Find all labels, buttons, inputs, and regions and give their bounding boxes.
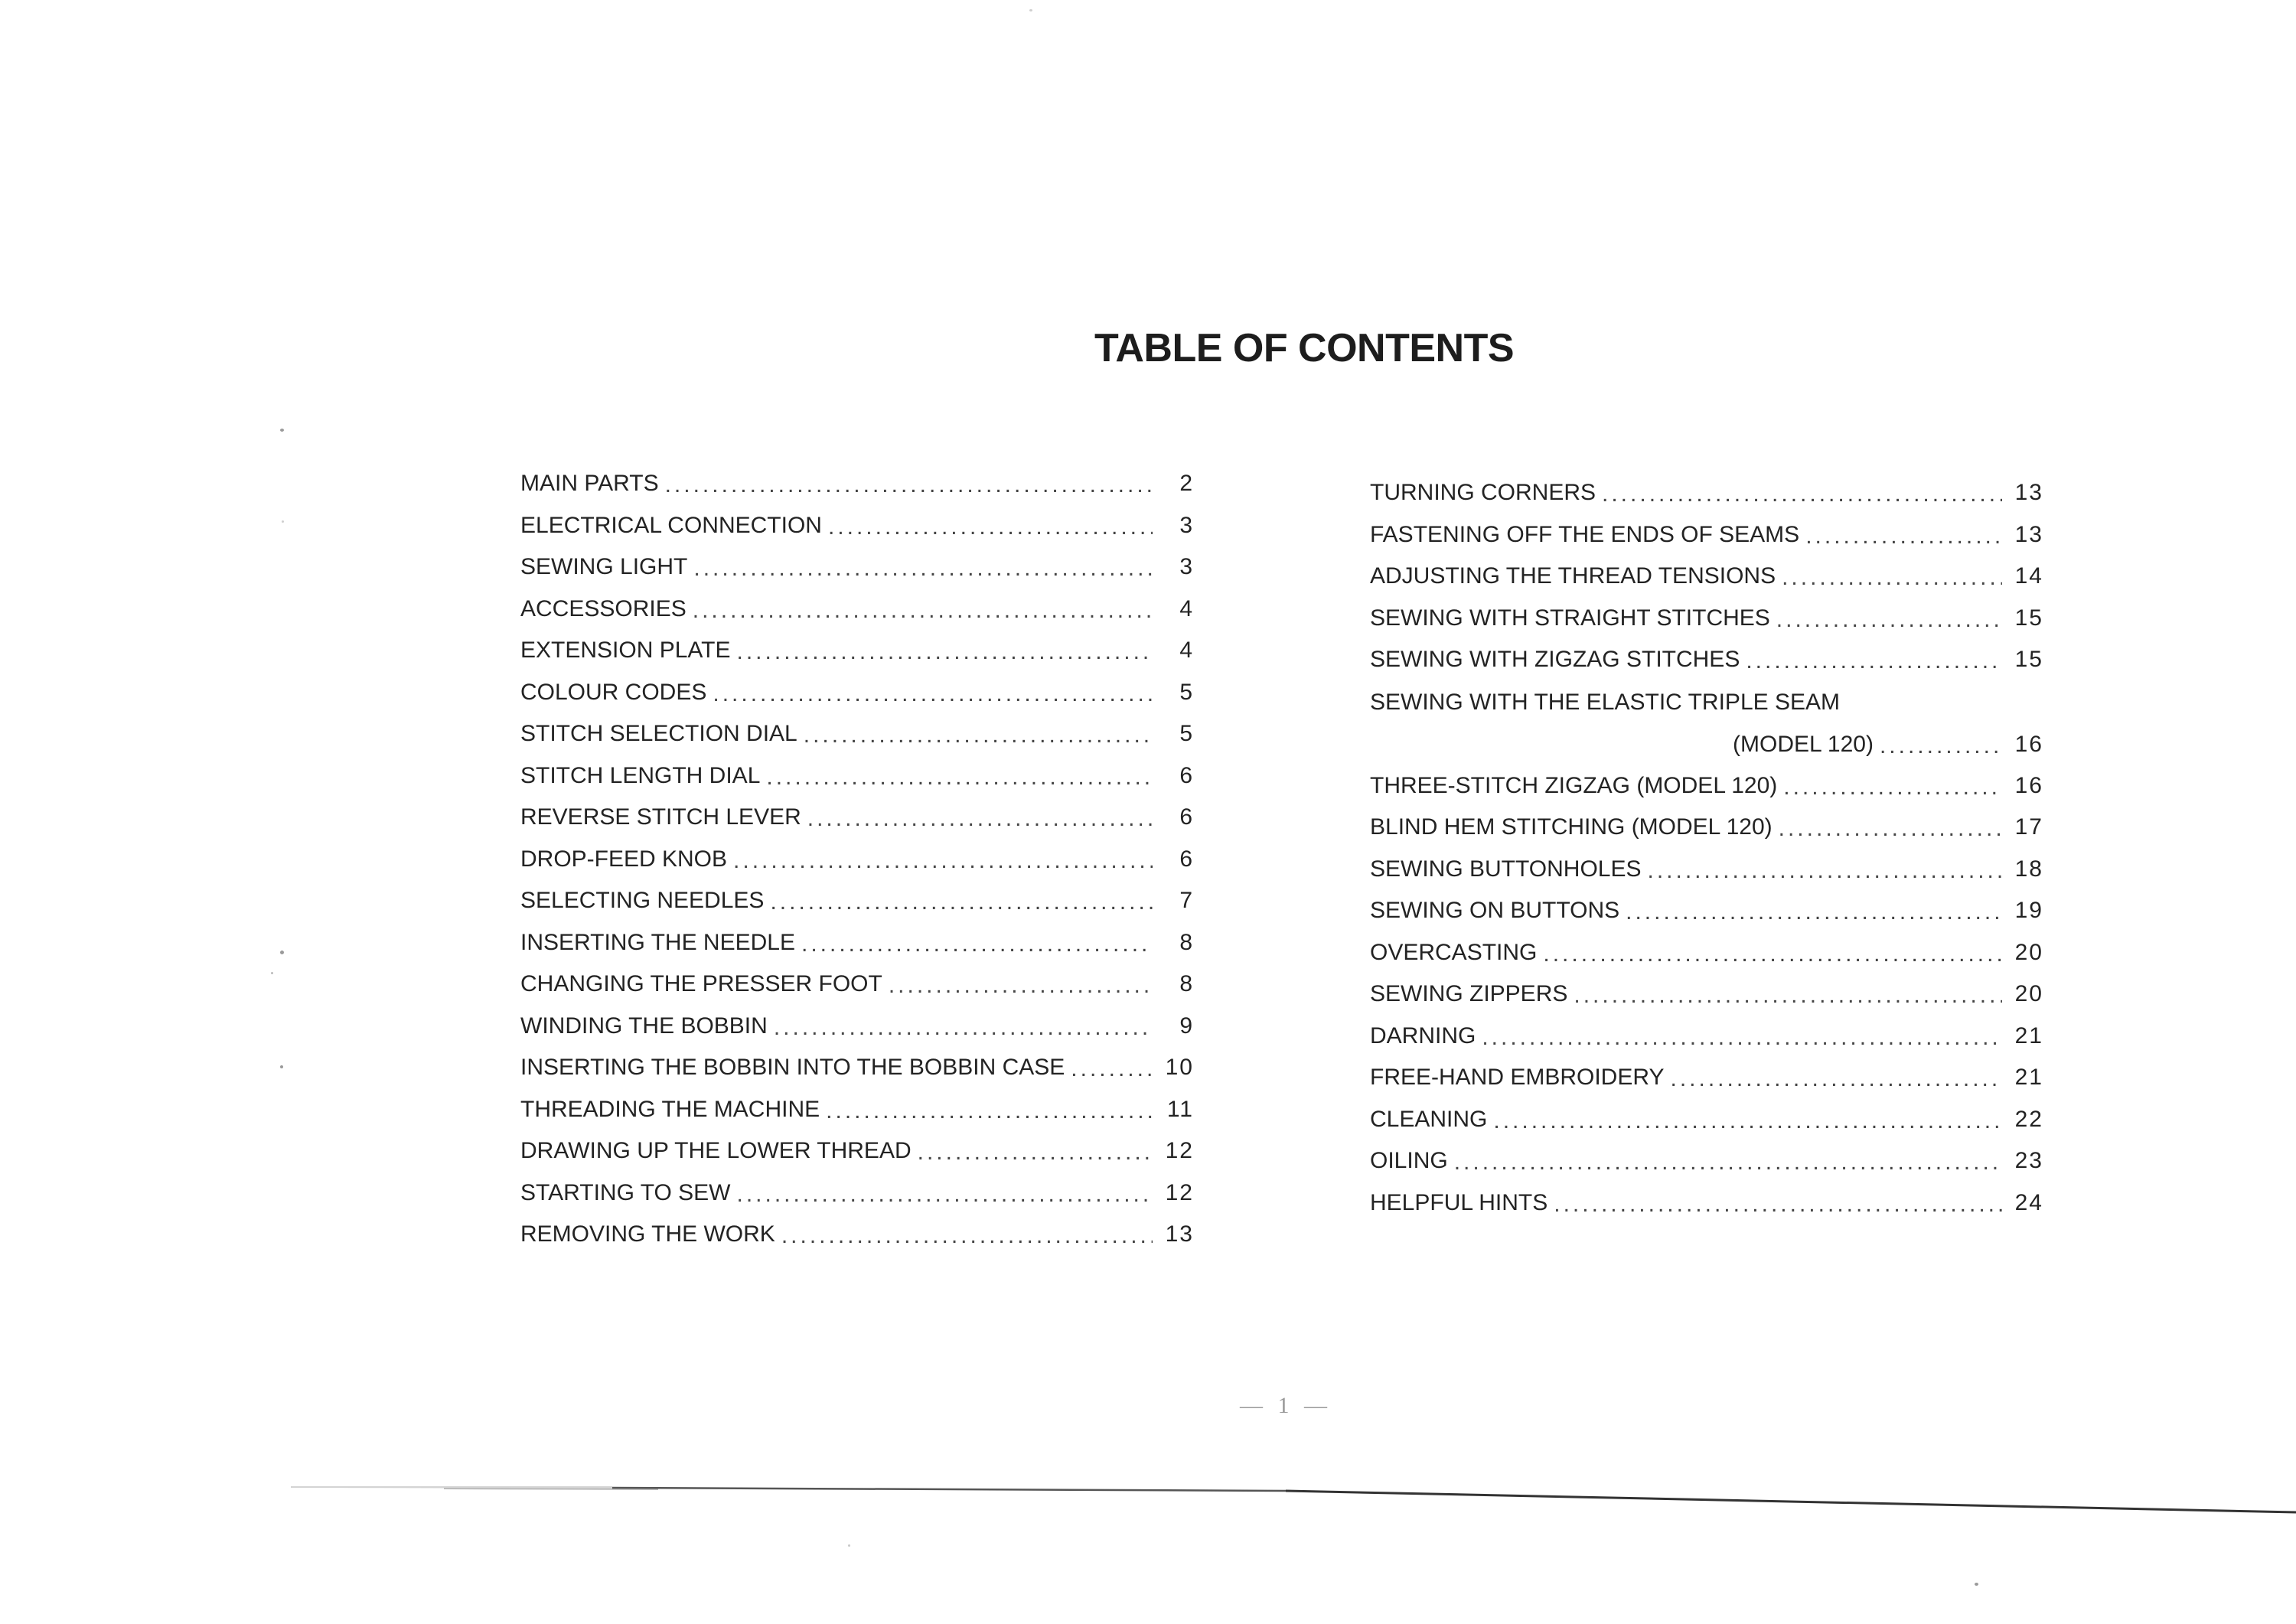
toc-entry-page: 8	[1179, 971, 1194, 997]
toc-entry-page: 4	[1179, 595, 1194, 621]
dot-leader	[1482, 1025, 2002, 1051]
dot-leader	[1554, 1192, 2002, 1218]
toc-entry	[520, 1172, 1194, 1215]
toc-entry	[520, 1130, 1194, 1172]
toc-entry-title: INSERTING THE BOBBIN INTO THE BOBBIN CASE	[520, 1055, 1065, 1081]
toc-entry-title: COLOUR CODES	[520, 679, 707, 705]
toc-entry-page: 13	[1165, 1221, 1194, 1247]
toc-entry-page: 5	[1179, 679, 1194, 705]
toc-entry	[520, 880, 1194, 922]
toc-entry	[1370, 765, 2043, 807]
toc-entry-page: 12	[1165, 1179, 1194, 1205]
toc-entry	[520, 630, 1194, 672]
toc-entry	[1370, 514, 2043, 556]
toc-entry-page: 6	[1179, 804, 1194, 830]
toc-entry	[1370, 1016, 2043, 1058]
toc-entry-title: STITCH SELECTION DIAL	[520, 721, 797, 747]
dot-leader	[1574, 983, 2002, 1009]
toc-entry	[520, 589, 1194, 631]
dot-leader	[1071, 1056, 1153, 1082]
scan-speck	[848, 1544, 850, 1547]
dot-leader	[770, 889, 1153, 915]
toc-entry	[1370, 639, 2043, 681]
toc-entry	[1370, 598, 2043, 640]
toc-entry-title: REVERSE STITCH LEVER	[520, 804, 801, 830]
dot-leader	[713, 681, 1153, 707]
toc-entry	[1370, 1057, 2043, 1099]
toc-entry-page: 5	[1179, 721, 1194, 747]
dot-leader	[733, 848, 1153, 874]
toc-entry-page: 11	[1166, 1096, 1194, 1122]
toc-entry	[520, 839, 1194, 881]
toc-entry	[1370, 556, 2043, 598]
dot-leader	[1880, 733, 2002, 759]
dot-leader	[1671, 1066, 2003, 1092]
toc-entry-page: 6	[1179, 846, 1194, 872]
dot-leader	[804, 722, 1153, 748]
toc-entry-title: ADJUSTING THE THREAD TENSIONS	[1370, 563, 1776, 589]
toc-entry	[520, 964, 1194, 1006]
dot-leader	[1779, 816, 2002, 842]
dot-leader	[766, 765, 1153, 791]
toc-entry-page: 23	[2014, 1148, 2043, 1174]
dot-leader	[781, 1223, 1153, 1249]
toc-entry-page: 12	[1165, 1138, 1194, 1164]
toc-entry-page: 13	[2014, 521, 2043, 547]
toc-entry-title: DROP-FEED KNOB	[520, 846, 728, 872]
toc-entry-title: SEWING WITH THE ELASTIC TRIPLE SEAM	[1370, 689, 1840, 715]
toc-left-column	[520, 463, 1194, 1256]
toc-entry-title: ELECTRICAL CONNECTION	[520, 512, 822, 538]
toc-entry-title: STITCH LENGTH DIAL	[520, 762, 761, 788]
toc-entry-page: 2	[1179, 471, 1194, 497]
toc-entry-page: 21	[2014, 1065, 2043, 1091]
toc-entry	[520, 1047, 1194, 1089]
toc-entry-title: INSERTING THE NEEDLE	[520, 929, 795, 955]
scan-speck	[280, 429, 284, 432]
toc-entry-continued	[1370, 681, 2043, 724]
toc-entry-page: 18	[2014, 856, 2043, 882]
toc-entry-title: DRAWING UP THE LOWER THREAD	[520, 1138, 912, 1164]
dot-leader	[736, 1182, 1153, 1208]
toc-entry	[520, 713, 1194, 755]
toc-entry	[1370, 1182, 2043, 1225]
toc-entry-title: DARNING	[1370, 1022, 1476, 1048]
toc-entry-page: 13	[2014, 480, 2043, 506]
toc-entry	[520, 546, 1194, 589]
toc-entry	[1370, 472, 2043, 514]
scan-speck	[280, 951, 284, 954]
toc-entry-title: STARTING TO SEW	[520, 1179, 731, 1205]
toc-entry	[1370, 1140, 2043, 1182]
scan-speck	[280, 1065, 283, 1068]
toc-entry-title: EXTENSION PLATE	[520, 638, 731, 664]
toc-entry-title: BLIND HEM STITCHING (MODEL 120)	[1370, 814, 1773, 840]
dot-leader	[801, 931, 1153, 957]
toc-entry-page: 6	[1179, 762, 1194, 788]
dot-leader	[1648, 858, 2003, 884]
toc-entry-title: OILING	[1370, 1148, 1448, 1174]
toc-entry-title: OVERCASTING	[1370, 939, 1538, 965]
toc-entry-page: 22	[2014, 1106, 2043, 1132]
bottom-rule	[291, 1486, 2296, 1555]
toc-entry-title: WINDING THE BOBBIN	[520, 1013, 768, 1039]
toc-entry-page: 16	[2014, 731, 2043, 757]
toc-entry-title: SEWING LIGHT	[520, 554, 688, 580]
toc-entry-page: 4	[1179, 638, 1194, 664]
toc-entry-title: THREE-STITCH ZIGZAG (MODEL 120)	[1370, 772, 1778, 798]
toc-entry-title: SEWING WITH STRAIGHT STITCHES	[1370, 605, 1770, 631]
toc-entry-title: CHANGING THE PRESSER FOOT	[520, 971, 882, 997]
toc-entry-page: 14	[2014, 563, 2043, 589]
toc-entry-title: REMOVING THE WORK	[520, 1221, 775, 1247]
toc-entry-title: CLEANING	[1370, 1106, 1488, 1132]
dot-leader	[828, 514, 1153, 540]
scan-speck	[1029, 9, 1032, 11]
toc-right-column	[1370, 472, 2043, 1224]
dot-leader	[737, 639, 1153, 665]
dot-leader	[693, 598, 1153, 624]
toc-entry	[520, 463, 1194, 505]
toc-entry-page: 3	[1179, 512, 1194, 538]
toc-entry	[520, 1006, 1194, 1048]
toc-entry	[1370, 890, 2043, 932]
dot-leader	[1493, 1108, 2002, 1134]
toc-entry-page: 15	[2014, 647, 2043, 673]
dot-leader	[826, 1098, 1153, 1124]
toc-entry-page: 7	[1179, 888, 1194, 914]
dot-leader	[1782, 565, 2002, 591]
toc-entry-page: 8	[1179, 929, 1194, 955]
dot-leader	[1746, 648, 2002, 674]
dot-leader	[665, 472, 1153, 498]
toc-entry	[520, 672, 1194, 714]
scan-speck	[271, 972, 273, 974]
dot-leader	[1602, 481, 2002, 507]
scan-speck	[1975, 1583, 1978, 1586]
dot-leader	[1783, 774, 2002, 801]
toc-entry-title: SEWING WITH ZIGZAG STITCHES	[1370, 647, 1740, 673]
dot-leader	[807, 806, 1153, 832]
toc-entry-continuation	[1370, 724, 2043, 765]
toc-entry	[1370, 1099, 2043, 1141]
dot-leader	[1626, 899, 2002, 925]
dot-leader	[1543, 941, 2002, 967]
toc-entry	[520, 755, 1194, 797]
toc-entry	[520, 505, 1194, 547]
toc-entry-title: ACCESSORIES	[520, 595, 687, 621]
page-title: TABLE OF CONTENTS	[1094, 325, 1515, 370]
toc-entry	[520, 1214, 1194, 1256]
toc-entry-page: 15	[2014, 605, 2043, 631]
toc-entry-title: SEWING BUTTONHOLES	[1370, 856, 1642, 882]
toc-entry-title: THREADING THE MACHINE	[520, 1096, 820, 1122]
toc-entry	[520, 797, 1194, 839]
toc-entry-title: SEWING ZIPPERS	[1370, 981, 1568, 1007]
page-number: — 1 —	[1240, 1393, 1332, 1418]
toc-entry	[520, 922, 1194, 964]
toc-entry-title: FASTENING OFF THE ENDS OF SEAMS	[1370, 521, 1800, 547]
toc-entry	[1370, 973, 2043, 1016]
toc-entry-title: SELECTING NEEDLES	[520, 888, 765, 914]
dot-leader	[889, 973, 1153, 999]
toc-entry-title: HELPFUL HINTS	[1370, 1189, 1548, 1215]
toc-entry	[1370, 807, 2043, 849]
toc-entry-page: 10	[1165, 1055, 1194, 1081]
toc-entry-page: 20	[2014, 981, 2043, 1007]
toc-entry-page: 24	[2014, 1189, 2043, 1215]
dot-leader	[774, 1015, 1153, 1041]
toc-entry-title: MAIN PARTS	[520, 471, 659, 497]
toc-entry-page: 16	[2014, 772, 2043, 798]
dot-leader	[1805, 523, 2002, 549]
dot-leader	[1454, 1150, 2002, 1176]
toc-entry-title: (MODEL 120)	[1733, 731, 1874, 757]
dot-leader	[918, 1140, 1153, 1166]
toc-entry-page: 3	[1179, 554, 1194, 580]
dot-leader	[693, 556, 1153, 582]
toc-entry	[1370, 932, 2043, 974]
toc-entry-title: SEWING ON BUTTONS	[1370, 898, 1620, 924]
toc-entry-page: 19	[2014, 898, 2043, 924]
toc-entry	[520, 1089, 1194, 1131]
toc-entry-title: FREE-HAND EMBROIDERY	[1370, 1065, 1665, 1091]
toc-entry-page: 21	[2014, 1022, 2043, 1048]
toc-entry-title: TURNING CORNERS	[1370, 480, 1596, 506]
dot-leader	[1776, 607, 2002, 633]
toc-entry-page: 17	[2014, 814, 2043, 840]
scan-speck	[282, 520, 284, 523]
toc-entry-page: 20	[2014, 939, 2043, 965]
toc-entry	[1370, 849, 2043, 891]
toc-entry-page: 9	[1179, 1013, 1194, 1039]
